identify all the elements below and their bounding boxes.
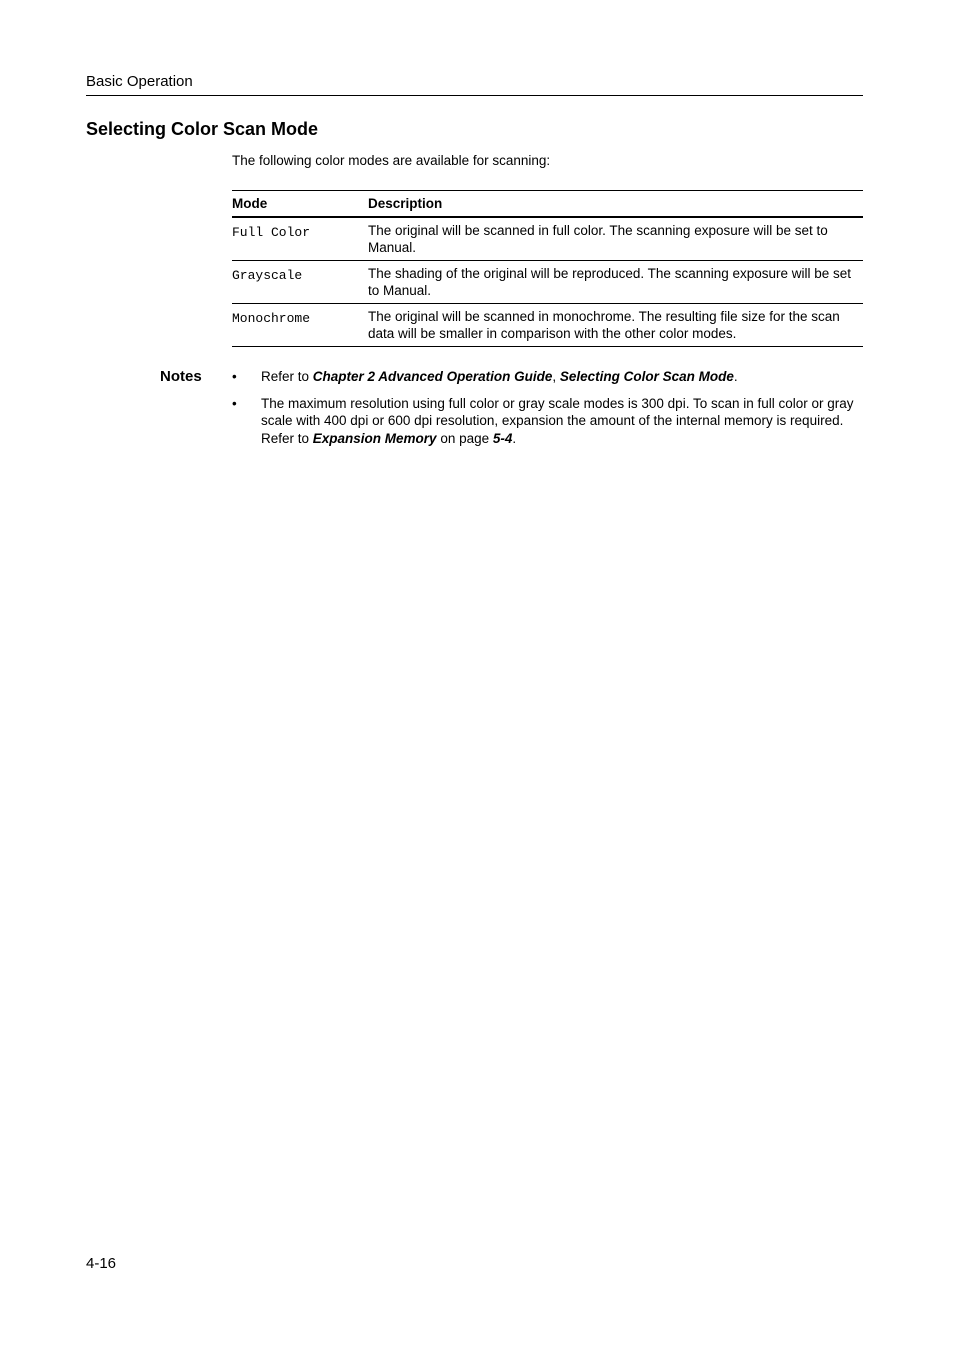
notes-list <box>232 368 863 456</box>
note-text: . <box>512 430 517 446</box>
note-reference: Selecting Color Scan Mode <box>559 369 734 384</box>
description-cell: The original will be scanned in monochrome. The resulting file size for the scan data will be smaller in comparison with the other color modes. <box>368 304 863 347</box>
note-item <box>232 368 863 386</box>
note-text: The maximum resolution using full color or gray scale modes is 300 dpi. To scan in full color or gray scale with 400 dpi or 600 dpi resolution, expansion the amount of the internal memory is required. Refer to <box>261 395 854 446</box>
description-cell: The shading of the original will be reproduced. The scanning exposure will be set to Manual. <box>368 261 863 304</box>
note-reference: Expansion Memory <box>312 430 437 446</box>
table-row <box>232 217 863 261</box>
note-text: on page <box>436 430 493 446</box>
mode-cell: Full Color <box>232 217 368 261</box>
bullet-icon: • <box>232 395 237 411</box>
note-item <box>232 395 863 448</box>
note-reference: Chapter 2 Advanced Operation Guide <box>312 369 553 384</box>
table-header-row <box>232 191 863 218</box>
page-number: 4-16 <box>86 1255 117 1272</box>
table-row <box>232 304 863 347</box>
color-mode-table <box>232 190 863 347</box>
page-reference: 5-4 <box>492 430 513 446</box>
column-header-description: Description <box>368 191 863 218</box>
column-header-mode: Mode <box>232 191 368 218</box>
mode-cell: Grayscale <box>232 261 368 304</box>
table-row <box>232 261 863 304</box>
intro-text: The following color modes are available for scanning: <box>232 153 551 168</box>
note-text: , <box>552 369 560 384</box>
note-text: Refer to <box>261 369 313 384</box>
description-cell: The original will be scanned in full color. The scanning exposure will be set to Manual. <box>368 217 863 261</box>
running-header: Basic Operation <box>86 73 863 96</box>
note-text: . <box>733 369 738 384</box>
notes-label: Notes <box>160 368 202 385</box>
section-title: Selecting Color Scan Mode <box>86 119 319 139</box>
bullet-icon: • <box>232 369 237 384</box>
mode-cell: Monochrome <box>232 304 368 347</box>
